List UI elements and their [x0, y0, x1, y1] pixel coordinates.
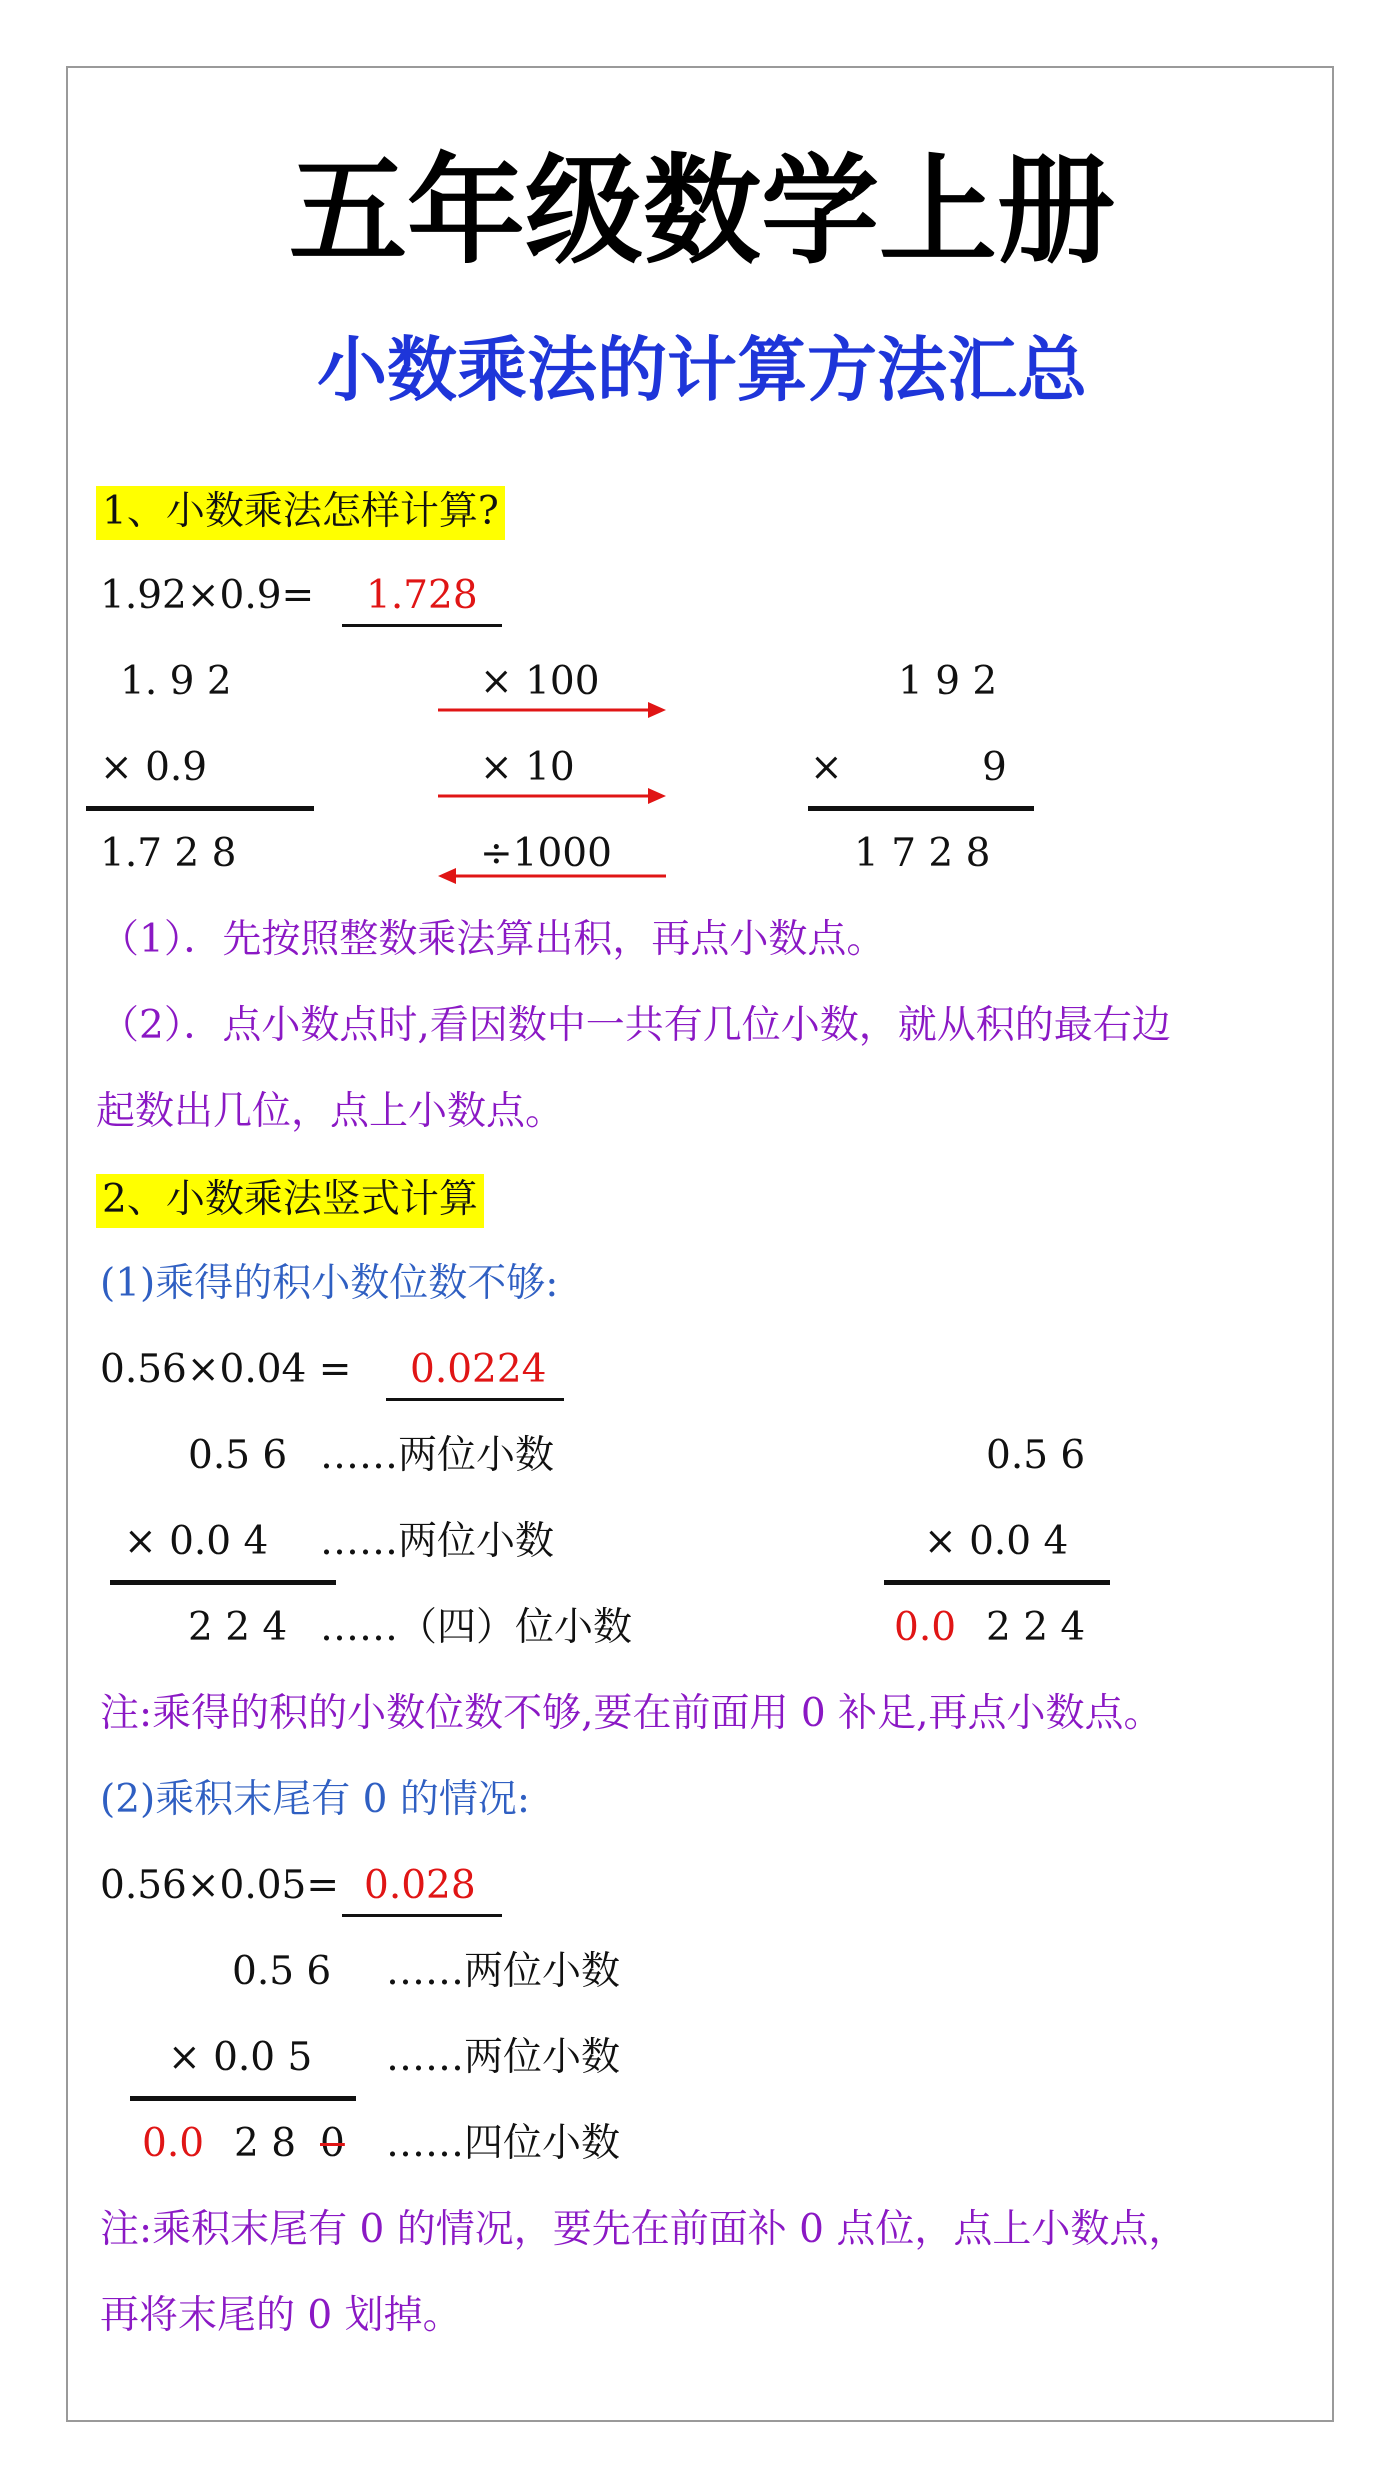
case1-note: 注:乘得的积的小数位数不够,要在前面用 0 补足,再点小数点。: [100, 1691, 1163, 1736]
case1-answer: 0.0224: [410, 1347, 547, 1392]
conversion-arrows: [434, 696, 674, 886]
case2-answer-underline: [342, 1914, 502, 1917]
case2-crossed-zero: 0: [320, 2121, 345, 2166]
page-subtitle: 小数乘法的计算方法汇总: [317, 329, 1087, 411]
page-title: 五年级数学上册: [288, 142, 1115, 280]
case2-label: (2)乘积末尾有 0 的情况:: [100, 1777, 530, 1822]
case2-answer: 0.028: [364, 1863, 476, 1908]
case2-multiplicand: 0.5 6: [232, 1949, 332, 1994]
case1-label: (1)乘得的积小数位数不够:: [100, 1261, 559, 1306]
left-multiplicand: 1. 9 2: [120, 659, 232, 704]
arrow-right-2: [438, 788, 666, 804]
section1-heading: 1、小数乘法怎样计算?: [96, 486, 505, 540]
right-multiplicand: 1 9 2: [898, 659, 998, 704]
case2-equation: 0.56×0.05=: [100, 1863, 340, 1908]
case2-multiplier-desc: ……两位小数: [386, 2035, 621, 2080]
case2-product: 2 8: [234, 2121, 297, 2166]
case2-multiplicand-desc: ……两位小数: [386, 1949, 621, 1994]
section1-note2b: 起数出几位，点上小数点。: [96, 1089, 565, 1134]
case1-product: 2 2 4: [188, 1605, 288, 1650]
right-times-sign: ×: [810, 745, 843, 790]
section1-equation: 1.92×0.9=: [100, 573, 315, 618]
left-multiplier: × 0.9: [100, 745, 208, 790]
case1-multiplicand: 0.5 6: [188, 1433, 288, 1478]
case1-answer-underline: [386, 1398, 564, 1401]
case1-multiplicand-desc: ……两位小数: [320, 1433, 555, 1478]
section1-answer: 1.728: [366, 573, 478, 618]
case1-product-desc: ……（四）位小数: [320, 1605, 633, 1650]
case1-equation: 0.56×0.04 =: [100, 1347, 352, 1392]
left-multiply-rule: [86, 806, 314, 811]
case1-rule: [110, 1580, 336, 1585]
document-page: [66, 66, 1334, 2422]
right-multiplier: 9: [982, 745, 1007, 790]
case1-right-multiplicand: 0.5 6: [986, 1433, 1086, 1478]
section1-note1: （1）．先按照整数乘法算出积，再点小数点。: [100, 917, 886, 962]
section2-heading: 2、小数乘法竖式计算: [96, 1174, 484, 1228]
case1-right-rule: [884, 1580, 1110, 1585]
case1-multiplier: × 0.0 4: [124, 1519, 269, 1564]
case1-right-multiplier: × 0.0 4: [924, 1519, 1069, 1564]
case1-right-zero-prefix: 0.0: [894, 1605, 957, 1650]
right-product: 1 7 2 8: [854, 831, 991, 876]
right-multiply-rule: [808, 806, 1034, 811]
case2-multiplier: × 0.0 5: [168, 2035, 313, 2080]
case2-note1: 注:乘积末尾有 0 的情况，要先在前面补 0 点位，点上小数点，: [100, 2207, 1188, 2252]
answer-underline: [342, 624, 502, 627]
case2-zero-prefix: 0.0: [142, 2121, 205, 2166]
arrow-right-1: [438, 702, 666, 718]
op-divide-1000: ÷1000: [480, 831, 612, 876]
left-product: 1.7 2 8: [100, 831, 237, 876]
op-times-100: × 100: [480, 659, 600, 704]
case2-product-desc: ……四位小数: [386, 2121, 621, 2166]
section1-note2a: （2）．点小数点时,看因数中一共有几位小数，就从积的最右边: [100, 1003, 1171, 1048]
case2-rule: [130, 2096, 356, 2101]
case1-multiplier-desc: ……两位小数: [320, 1519, 555, 1564]
case2-note2: 再将末尾的 0 划掉。: [100, 2293, 462, 2338]
op-times-10: × 10: [480, 745, 575, 790]
case1-right-product: 2 2 4: [986, 1605, 1086, 1650]
arrow-left: [438, 868, 666, 884]
